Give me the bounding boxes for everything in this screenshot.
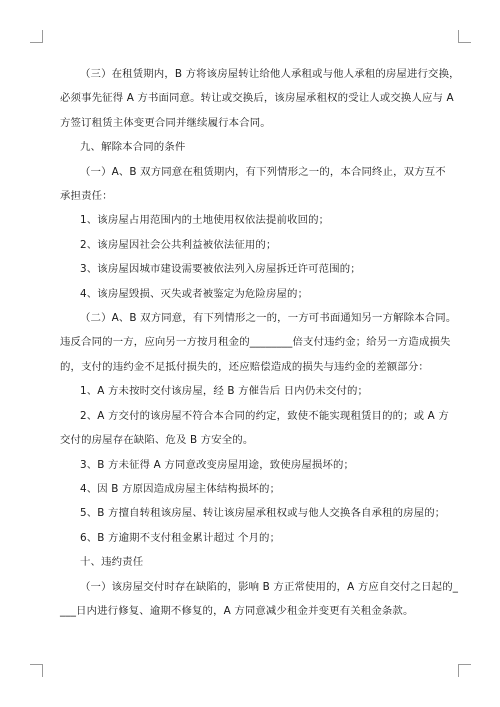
- text-line: （一）A、B 双方同意在租赁期内，有下列情形之一的，本合同终止，双方互不: [80, 165, 446, 178]
- list-item: 3、该房屋因城市建设需要被依法列入房屋拆迁许可范围的；: [80, 263, 361, 276]
- list-item: 3、B 方未征得 A 方同意改变房屋用途，致使房屋损坏的；: [80, 458, 355, 471]
- paragraph-defect-repair: [60, 575, 459, 624]
- text-line: （一）该房屋交付时存在缺陷的，影响 B 方正常使用的，A 方应自交付之日起的_: [80, 580, 459, 593]
- list-item: 1、A 方未按时交付该房屋，经 B 方催告后 日内仍未交付的；: [80, 385, 369, 398]
- text-line: 的，支付的违约金不足抵付损失的，还应赔偿造成的损失与违约金的差额部分：: [60, 360, 429, 373]
- crop-mark-top-left: [30, 30, 43, 43]
- paragraph-written-notice: [60, 306, 457, 379]
- document-body: [60, 62, 460, 623]
- text-line: ___日内进行修复、逾期不修复的，A 方同意减少租金并变更有关租金条款。: [60, 604, 414, 617]
- notice-conditions-list: [60, 379, 450, 550]
- text-line: （三）在租赁期内，B 方将该房屋转让给他人承租或与他人承租的房屋进行交换，: [80, 68, 460, 80]
- list-item: 4、因 B 方原因造成房屋主体结构损坏的；: [80, 482, 281, 495]
- paragraph-mutual-termination: [60, 160, 450, 209]
- list-item: 4、该房屋毁损、灭失或者被鉴定为危险房屋的；: [80, 287, 309, 300]
- crop-mark-bottom-left: [30, 664, 43, 677]
- list-item: 5、B 方擅自转租该房屋、转让该房屋承租权或与他人交换各自承租的房屋的；: [80, 507, 446, 520]
- text-line: 承担责任：: [60, 190, 113, 203]
- text-line: 必须事先征得 A 方书面同意。转让或交换后，该房屋承租权的受让人或交换人应与 A: [60, 92, 454, 105]
- crop-mark-bottom-right: [458, 664, 471, 677]
- section-heading-liability: [60, 550, 450, 574]
- list-item: 2、该房屋因社会公共利益被依法征用的；: [80, 238, 277, 251]
- list-item: 6、B 方逾期不支付租金累计超过 个月的；: [80, 531, 281, 544]
- list-item: 1、该房屋占用范围内的土地使用权依法提前收回的；: [80, 214, 330, 227]
- text-line: （二）A、B 双方同意，有下列情形之一的，一方可书面通知另一方解除本合同。: [80, 312, 457, 325]
- section-heading-termination: [60, 135, 450, 159]
- list-item-continuation: 交付的房屋存在缺陷、危及 B 方安全的。: [60, 434, 254, 447]
- crop-mark-top-right: [458, 30, 471, 43]
- paragraph-sublease: [60, 62, 460, 135]
- list-item: 2、A 方交付的该房屋不符合本合同的约定，致使不能实现租赁目的的；或 A 方: [80, 409, 449, 422]
- termination-list: [60, 208, 450, 306]
- heading-text: 九、解除本合同的条件: [80, 141, 186, 154]
- text-line: 方签订租赁主体变更合同并继续履行本合同。: [60, 116, 271, 129]
- heading-text: 十、违约责任: [80, 556, 144, 569]
- text-line: 违反合同的一方，应向另一方按月租金的________倍支付违约金；给另一方造成损失: [60, 336, 451, 349]
